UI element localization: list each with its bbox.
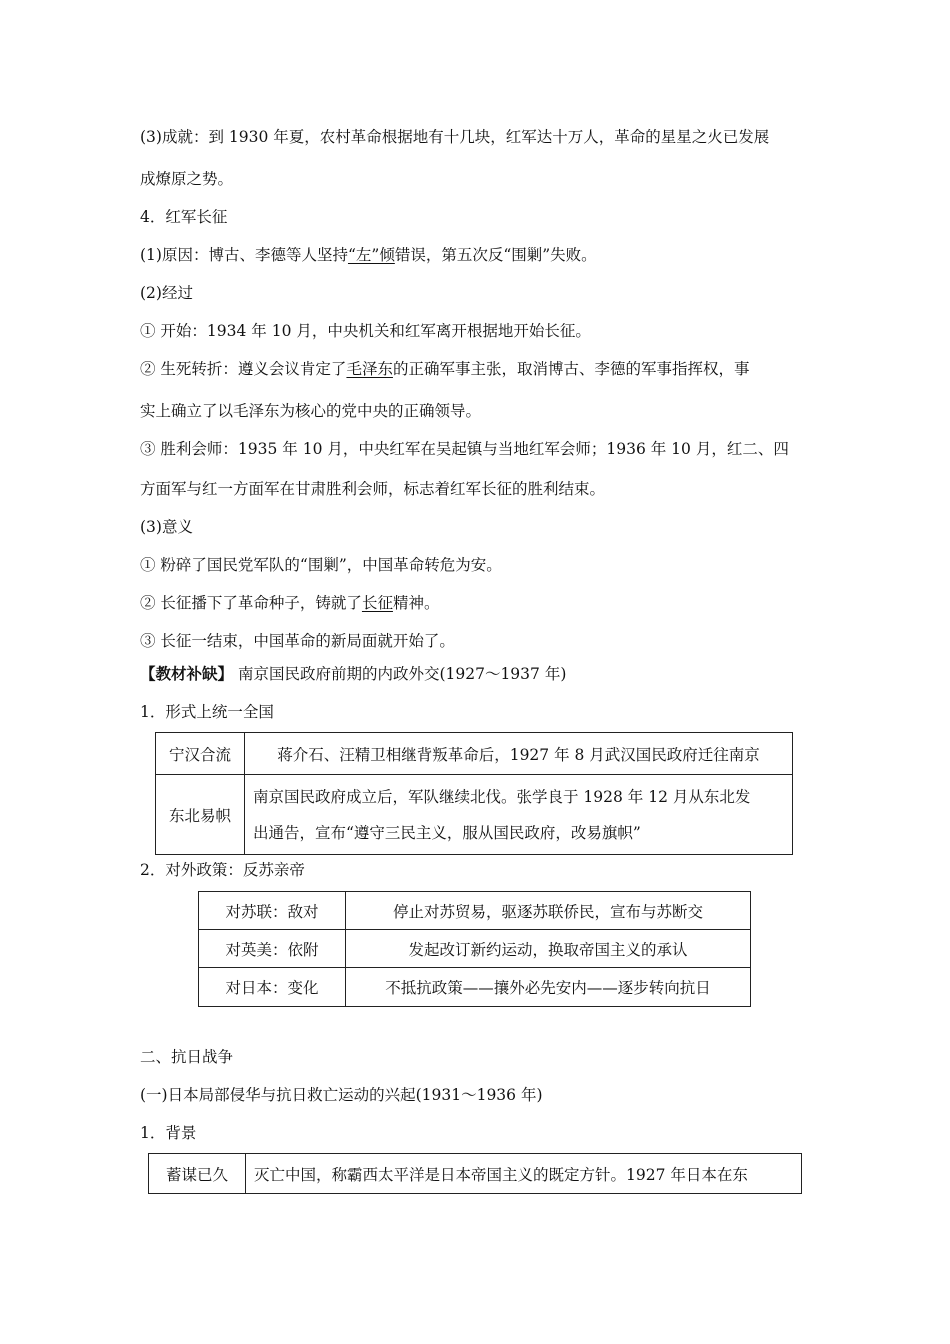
- unify-text-2-line-1: 南京国民政府成立后，军队继续北伐。张学良于 1928 年 12 月从东北发: [253, 787, 751, 806]
- table-row: [156, 733, 793, 775]
- long-march-heading: 4．红军长征: [140, 208, 228, 226]
- significance-3: ③ 长征一结束，中国革命的新局面就开始了。: [140, 632, 455, 650]
- process-start: ① 开始：1934 年 10 月，中央机关和红军离开根据地开始长征。: [140, 322, 591, 340]
- unify-table: [155, 732, 793, 855]
- unify-text-1: 蒋介石、汪精卫相继背叛革命后，1927 年 8 月武汉国民政府迁往南京: [245, 733, 793, 775]
- background-heading: 1．背景: [140, 1124, 197, 1142]
- supplement-title: 南京国民政府前期的内政外交(1927～1937 年): [237, 665, 567, 683]
- sig2-suffix: 精神。: [392, 594, 440, 612]
- cause-suffix: 错误，第五次反“围剿”失败。: [394, 246, 597, 264]
- turning-point-line-1: [140, 359, 749, 379]
- foreign-heading: 2．对外政策：反苏亲帝: [140, 861, 305, 879]
- victory-line-1: ③ 胜利会师：1935 年 10 月，中央红军在吴起镇与当地红军会师；1936 年 10 月，红二、四: [140, 440, 789, 458]
- significance-1: ① 粉碎了国民党军队的“围剿”，中国革命转危为安。: [140, 556, 502, 574]
- war-sub-heading: (一)日本局部侵华与抗日救亡运动的兴起(1931～1936 年): [140, 1086, 543, 1104]
- unify-text-2-line-2: 出通告，宣布“遵守三民主义，服从国民政府，改易旗帜”: [253, 823, 641, 842]
- war-heading: 二、抗日战争: [140, 1048, 234, 1066]
- unify-text-2: [245, 775, 793, 855]
- table-row: [149, 1154, 802, 1194]
- turning-point-line-2: 实上确立了以毛泽东为核心的党中央的正确领导。: [140, 402, 482, 420]
- cause-prefix: (1)原因：博古、李德等人坚持: [140, 246, 348, 264]
- background-text-1: 灭亡中国，称霸西太平洋是日本帝国主义的既定方针。1927 年日本在东: [246, 1154, 802, 1194]
- background-table: [148, 1153, 802, 1194]
- sig2-prefix: ② 长征播下了革命种子，铸就了: [140, 594, 362, 612]
- unify-heading: 1．形式上统一全国: [140, 703, 274, 721]
- significance-2: [140, 593, 439, 613]
- foreign-label-3: 对日本：变化: [199, 968, 346, 1007]
- turn-prefix: ② 生死转折：遵义会议肯定了: [140, 360, 347, 378]
- foreign-label-2: 对英美：依附: [199, 930, 346, 968]
- victory-line-2: 方面军与红一方面军在甘肃胜利会师，标志着红军长征的胜利结束。: [140, 480, 606, 498]
- table-row: [156, 775, 793, 855]
- foreign-text-3: 不抵抗政策——攘外必先安内——逐步转向抗日: [346, 968, 751, 1007]
- turn-underlined: 毛泽东: [346, 360, 393, 378]
- table-row: [199, 892, 751, 930]
- process-heading: (2)经过: [140, 284, 193, 302]
- supplement-title-line: [140, 664, 566, 684]
- sig2-underlined: 长征: [361, 594, 393, 612]
- foreign-text-2: 发起改订新约运动，换取帝国主义的承认: [346, 930, 751, 968]
- achievement-line-1: (3)成就：到 1930 年夏，农村革命根据地有十几块，红军达十万人，革命的星星之火已发展: [140, 128, 770, 146]
- significance-heading: (3)意义: [140, 518, 193, 536]
- table-row: [199, 968, 751, 1007]
- foreign-label-1: 对苏联：敌对: [199, 892, 346, 930]
- unify-label-1: 宁汉合流: [156, 733, 245, 775]
- cause-line: [140, 245, 597, 265]
- background-label-1: 蓄谋已久: [149, 1154, 246, 1194]
- foreign-table: [198, 891, 751, 1007]
- unify-label-2: 东北易帜: [156, 775, 245, 855]
- foreign-text-1: 停止对苏贸易，驱逐苏联侨民，宣布与苏断交: [346, 892, 751, 930]
- cause-underlined: “左”倾: [347, 246, 395, 264]
- turn-suffix: 的正确军事主张，取消博古、李德的军事指挥权，事: [392, 360, 750, 378]
- table-row: [199, 930, 751, 968]
- supplement-tag: 【教材补缺】: [140, 664, 234, 683]
- achievement-line-2: 成燎原之势。: [140, 170, 234, 188]
